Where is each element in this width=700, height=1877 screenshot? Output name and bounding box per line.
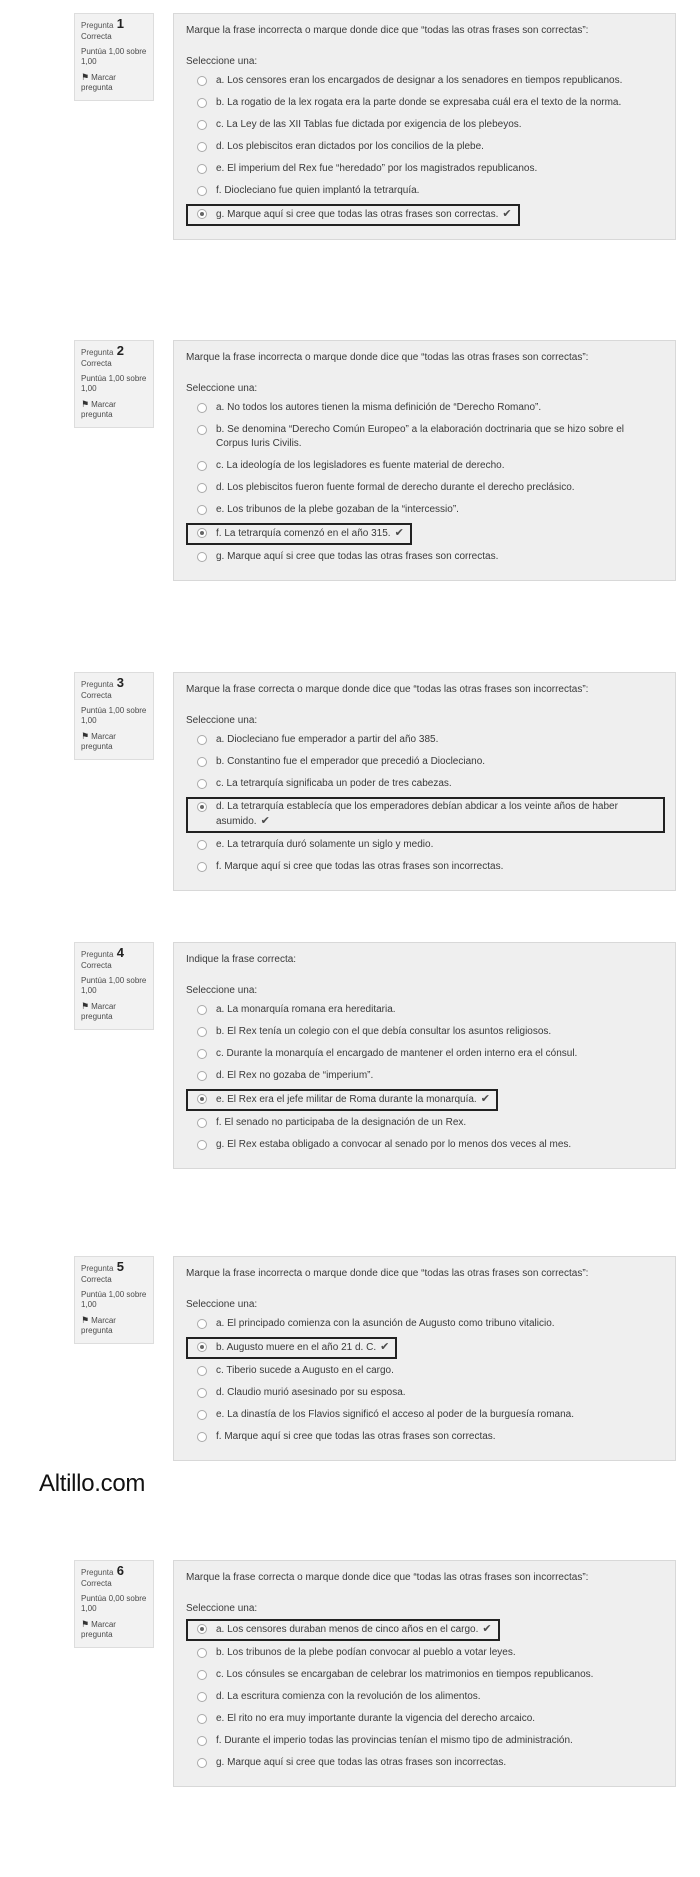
question-number-value: 2 (116, 343, 124, 358)
select-one-prompt: Seleccione una: (186, 1299, 258, 1310)
question-text: Indique la frase correcta: (186, 954, 297, 965)
select-one-prompt: Seleccione una: (186, 383, 258, 394)
radio-button[interactable] (197, 209, 207, 219)
answer-option[interactable] (186, 501, 665, 520)
answer-option-label: f. Marque aquí si cree que todas las otras frases son correctas. (216, 1431, 496, 1442)
question-grade: Puntúa 1,00 sobre 1,00 (81, 1290, 147, 1309)
answer-option[interactable] (186, 1045, 665, 1064)
answer-option[interactable] (186, 138, 665, 157)
check-icon: ✔ (260, 815, 270, 827)
radio-button[interactable] (197, 1624, 207, 1634)
flag-question-link[interactable] (81, 72, 149, 93)
question-info (74, 13, 154, 101)
radio-button[interactable] (197, 461, 207, 471)
radio-button[interactable] (197, 1714, 207, 1724)
answer-list (186, 1001, 665, 1155)
answer-option-label: g. Marque aquí si cree que todas las otras frases son correctas. (216, 551, 499, 562)
answer-option-label: f. La tetrarquía comenzó en el año 315. (216, 528, 391, 539)
watermark: Altillo.com (39, 1470, 146, 1497)
flag-label: Marcar pregunta (81, 400, 116, 419)
question-number-value: 5 (116, 1259, 124, 1274)
select-one-prompt: Seleccione una: (186, 715, 258, 726)
question-grade: Puntúa 1,00 sobre 1,00 (81, 706, 147, 725)
answer-option[interactable] (186, 457, 665, 476)
flag-icon: ⚑ (81, 731, 90, 741)
question-grade: Puntúa 0,00 sobre 1,00 (81, 1594, 147, 1613)
radio-button[interactable] (197, 1140, 207, 1150)
radio-button[interactable] (197, 483, 207, 493)
check-icon: ✔ (502, 208, 512, 220)
select-one-prompt: Seleccione una: (186, 985, 258, 996)
radio-button[interactable] (197, 1094, 207, 1104)
answer-list (186, 399, 665, 567)
answer-option[interactable] (186, 399, 665, 418)
radio-button[interactable] (197, 1366, 207, 1376)
answer-option-label: e. La dinastía de los Flavios significó el acceso al poder de la burguesía romana. (216, 1409, 574, 1420)
question-text: Marque la frase correcta o marque donde dice que “todas las otras frases son incorrectas”: (186, 1572, 589, 1583)
answer-option[interactable] (186, 94, 665, 113)
answer-option[interactable] (186, 1384, 665, 1403)
answer-option[interactable] (186, 775, 665, 794)
radio-button[interactable] (197, 1049, 207, 1059)
radio-button[interactable] (197, 425, 207, 435)
answer-option[interactable] (186, 1732, 665, 1751)
radio-button[interactable] (197, 1071, 207, 1081)
check-icon: ✔ (480, 1093, 490, 1105)
question-grade: Puntúa 1,00 sobre 1,00 (81, 976, 147, 995)
radio-button[interactable] (197, 1692, 207, 1702)
question-content (173, 942, 676, 1169)
answer-option[interactable] (186, 1337, 397, 1359)
question-number (81, 343, 149, 358)
radio-button[interactable] (197, 1342, 207, 1352)
answer-option-label: d. La tetrarquía establecía que los emperadores debían abdicar a los veinte años de haber asumido. (216, 801, 618, 827)
answer-option[interactable] (186, 1428, 665, 1447)
question-info (74, 672, 154, 760)
radio-button[interactable] (197, 142, 207, 152)
flag-question-link[interactable] (81, 731, 149, 752)
answer-option[interactable] (186, 858, 665, 877)
answer-option-label: f. El senado no participaba de la designación de un Rex. (216, 1117, 467, 1128)
radio-button[interactable] (197, 1432, 207, 1442)
radio-button[interactable] (197, 1005, 207, 1015)
radio-button[interactable] (197, 1648, 207, 1658)
question-info (74, 1560, 154, 1648)
answer-option-label: b. Los tribunos de la plebe podían convocar al pueblo a votar leyes. (216, 1647, 516, 1658)
question-content (173, 1560, 676, 1787)
question-number-value: 6 (116, 1563, 124, 1578)
radio-button[interactable] (197, 1319, 207, 1329)
radio-button[interactable] (197, 1388, 207, 1398)
question-text: Marque la frase incorrecta o marque donde dice que “todas las otras frases son correctas”: (186, 352, 589, 363)
radio-button[interactable] (197, 1118, 207, 1128)
question-prefix: Pregunta (81, 950, 114, 959)
answer-option-label: d. Los plebiscitos fueron fuente formal de derecho durante el derecho preclásico. (216, 482, 575, 493)
answer-option-label: e. La tetrarquía duró solamente un siglo y medio. (216, 839, 434, 850)
answer-option-label: a. El principado comienza con la asunción de Augusto como tribuno vitalicio. (216, 1318, 555, 1329)
flag-icon: ⚑ (81, 1315, 90, 1325)
answer-option-label: e. Los tribunos de la plebe gozaban de la “intercessio”. (216, 504, 459, 515)
radio-button[interactable] (197, 1736, 207, 1746)
radio-button[interactable] (197, 76, 207, 86)
answer-option[interactable] (186, 1710, 665, 1729)
answer-option-label: a. No todos los autores tienen la misma definición de “Derecho Romano”. (216, 402, 542, 413)
answer-option[interactable] (186, 182, 665, 201)
answer-option-label: c. La ideología de los legisladores es fuente material de derecho. (216, 460, 505, 471)
answer-option-label: g. Marque aquí si cree que todas las otras frases son correctas. (216, 209, 499, 220)
answer-option-label: a. Los censores duraban menos de cinco años en el cargo. (216, 1624, 479, 1635)
radio-button[interactable] (197, 528, 207, 538)
answer-option-label: b. El Rex tenía un colegio con el que debía consultar los asuntos religiosos. (216, 1026, 552, 1037)
radio-button[interactable] (197, 120, 207, 130)
flag-icon: ⚑ (81, 1619, 90, 1629)
radio-button[interactable] (197, 505, 207, 515)
answer-option-label: b. La rogatio de la lex rogata era la parte donde se expresaba cuál era el texto de la norma. (216, 97, 622, 108)
answer-option-label: d. La escritura comienza con la revolución de los alimentos. (216, 1691, 481, 1702)
question-prefix: Pregunta (81, 680, 114, 689)
answer-option[interactable] (186, 753, 665, 772)
flag-label: Marcar pregunta (81, 1316, 116, 1335)
radio-button[interactable] (197, 862, 207, 872)
answer-option-label: e. El Rex era el jefe militar de Roma durante la monarquía. (216, 1094, 477, 1105)
answer-option[interactable] (186, 1315, 665, 1334)
answer-option[interactable] (186, 548, 665, 567)
question-info (74, 1256, 154, 1344)
radio-button[interactable] (197, 779, 207, 789)
answer-option-label: b. Constantino fue el emperador que precedió a Diocleciano. (216, 756, 486, 767)
flag-question-link[interactable] (81, 1315, 149, 1336)
question-number-value: 4 (116, 945, 124, 960)
answer-option-label: f. Durante el imperio todas las provincias tenían el mismo tipo de administración. (216, 1735, 573, 1746)
answer-option[interactable] (186, 1619, 500, 1641)
question-prefix: Pregunta (81, 1264, 114, 1273)
question-number (81, 675, 149, 690)
answer-option-label: g. El Rex estaba obligado a convocar al senado por lo menos dos veces al mes. (216, 1139, 572, 1150)
answer-option-label: b. Augusto muere en el año 21 d. C. (216, 1342, 377, 1353)
flag-label: Marcar pregunta (81, 73, 116, 92)
answer-option-label: c. Durante la monarquía el encargado de mantener el orden interno era el cónsul. (216, 1048, 578, 1059)
question-number-value: 1 (116, 16, 124, 31)
radio-button[interactable] (197, 403, 207, 413)
answer-option[interactable] (186, 1023, 665, 1042)
question-prefix: Pregunta (81, 348, 114, 357)
answer-option-label: a. Los censores eran los encargados de designar a los senadores en tiempos republicanos. (216, 75, 623, 86)
flag-question-link[interactable] (81, 1001, 149, 1022)
question-number (81, 16, 149, 31)
answer-list (186, 72, 665, 229)
select-one-prompt: Seleccione una: (186, 1603, 258, 1614)
flag-icon: ⚑ (81, 1001, 90, 1011)
answer-option[interactable] (186, 421, 665, 454)
flag-label: Marcar pregunta (81, 1620, 116, 1639)
question-number (81, 1259, 149, 1274)
question-content (173, 1256, 676, 1461)
answer-option[interactable] (186, 160, 665, 179)
radio-button[interactable] (197, 1670, 207, 1680)
question-text: Marque la frase incorrecta o marque donde dice que “todas las otras frases son correctas”: (186, 1268, 589, 1279)
answer-option-label: f. Marque aquí si cree que todas las otras frases son incorrectas. (216, 861, 504, 872)
radio-button[interactable] (197, 735, 207, 745)
answer-option-label: c. La Ley de las XII Tablas fue dictada por exigencia de los plebeyos. (216, 119, 522, 130)
answer-option[interactable] (186, 479, 665, 498)
flag-question-link[interactable] (81, 1619, 149, 1640)
answer-option-label: g. Marque aquí si cree que todas las otras frases son incorrectas. (216, 1757, 507, 1768)
answer-option[interactable] (186, 731, 665, 750)
radio-button[interactable] (197, 552, 207, 562)
answer-option[interactable] (186, 1089, 498, 1111)
answer-option[interactable] (186, 797, 665, 833)
question-prefix: Pregunta (81, 21, 114, 30)
answer-option-label: e. El rito no era muy importante durante la vigencia del derecho arcaico. (216, 1713, 536, 1724)
question-text: Marque la frase correcta o marque donde dice que “todas las otras frases son incorrectas”: (186, 684, 589, 695)
check-icon: ✔ (380, 1341, 390, 1353)
question-number (81, 1563, 149, 1578)
question-text: Marque la frase incorrecta o marque donde dice que “todas las otras frases son correctas”: (186, 25, 589, 36)
radio-button[interactable] (197, 757, 207, 767)
answer-option[interactable] (186, 1406, 665, 1425)
answer-list (186, 1619, 665, 1773)
answer-option-label: c. La tetrarquía significaba un poder de tres cabezas. (216, 778, 452, 789)
answer-option[interactable] (186, 116, 665, 135)
question-info (74, 942, 154, 1030)
question-state: Correcta (81, 359, 112, 368)
answer-option[interactable] (186, 1644, 665, 1663)
select-one-prompt: Seleccione una: (186, 56, 258, 67)
answer-option[interactable] (186, 1114, 665, 1133)
flag-icon: ⚑ (81, 72, 90, 82)
radio-button[interactable] (197, 1758, 207, 1768)
check-icon: ✔ (394, 527, 404, 539)
answer-list (186, 731, 665, 877)
question-content (173, 340, 676, 581)
question-state: Correcta (81, 691, 112, 700)
question-number-value: 3 (116, 675, 124, 690)
flag-label: Marcar pregunta (81, 1002, 116, 1021)
answer-option[interactable] (186, 1362, 665, 1381)
radio-button[interactable] (197, 164, 207, 174)
answer-option[interactable] (186, 1688, 665, 1707)
radio-button[interactable] (197, 186, 207, 196)
question-state: Correcta (81, 1579, 112, 1588)
answer-option[interactable] (186, 1754, 665, 1773)
answer-option-label: c. Tiberio sucede a Augusto en el cargo. (216, 1365, 394, 1376)
radio-button[interactable] (197, 1027, 207, 1037)
answer-option-label: b. Se denomina “Derecho Común Europeo” a la elaboración doctrinaria que se hizo sobre el Corpus Iuris Civilis. (216, 424, 625, 449)
radio-button[interactable] (197, 98, 207, 108)
check-icon: ✔ (482, 1623, 492, 1635)
answer-option-label: a. Diocleciano fue emperador a partir del año 385. (216, 734, 439, 745)
flag-icon: ⚑ (81, 399, 90, 409)
answer-option[interactable] (186, 72, 665, 91)
answer-option[interactable] (186, 1136, 665, 1155)
answer-option[interactable] (186, 523, 412, 545)
question-state: Correcta (81, 961, 112, 970)
question-prefix: Pregunta (81, 1568, 114, 1577)
answer-option[interactable] (186, 1666, 665, 1685)
question-content (173, 672, 676, 891)
answer-option-label: c. Los cónsules se encargaban de celebrar los matrimonios en tiempos republicanos. (216, 1669, 594, 1680)
answer-option-label: f. Diocleciano fue quien implantó la tetrarquía. (216, 185, 420, 196)
answer-option-label: d. El Rex no gozaba de “imperium”. (216, 1070, 374, 1081)
radio-button[interactable] (197, 802, 207, 812)
flag-label: Marcar pregunta (81, 732, 116, 751)
answer-option-label: a. La monarquía romana era hereditaria. (216, 1004, 396, 1015)
answer-option-label: d. Los plebiscitos eran dictados por los concilios de la plebe. (216, 141, 484, 152)
question-state: Correcta (81, 1275, 112, 1284)
answer-option[interactable] (186, 204, 520, 226)
answer-option[interactable] (186, 836, 665, 855)
answer-option-label: e. El imperium del Rex fue “heredado” por los magistrados republicanos. (216, 163, 538, 174)
radio-button[interactable] (197, 840, 207, 850)
question-grade: Puntúa 1,00 sobre 1,00 (81, 374, 147, 393)
question-grade: Puntúa 1,00 sobre 1,00 (81, 47, 147, 66)
flag-question-link[interactable] (81, 399, 149, 420)
answer-option-label: d. Claudio murió asesinado por su esposa. (216, 1387, 406, 1398)
question-state: Correcta (81, 32, 112, 41)
question-content (173, 13, 676, 240)
answer-list (186, 1315, 665, 1447)
answer-option[interactable] (186, 1001, 665, 1020)
radio-button[interactable] (197, 1410, 207, 1420)
question-number (81, 945, 149, 960)
question-info (74, 340, 154, 428)
answer-option[interactable] (186, 1067, 665, 1086)
